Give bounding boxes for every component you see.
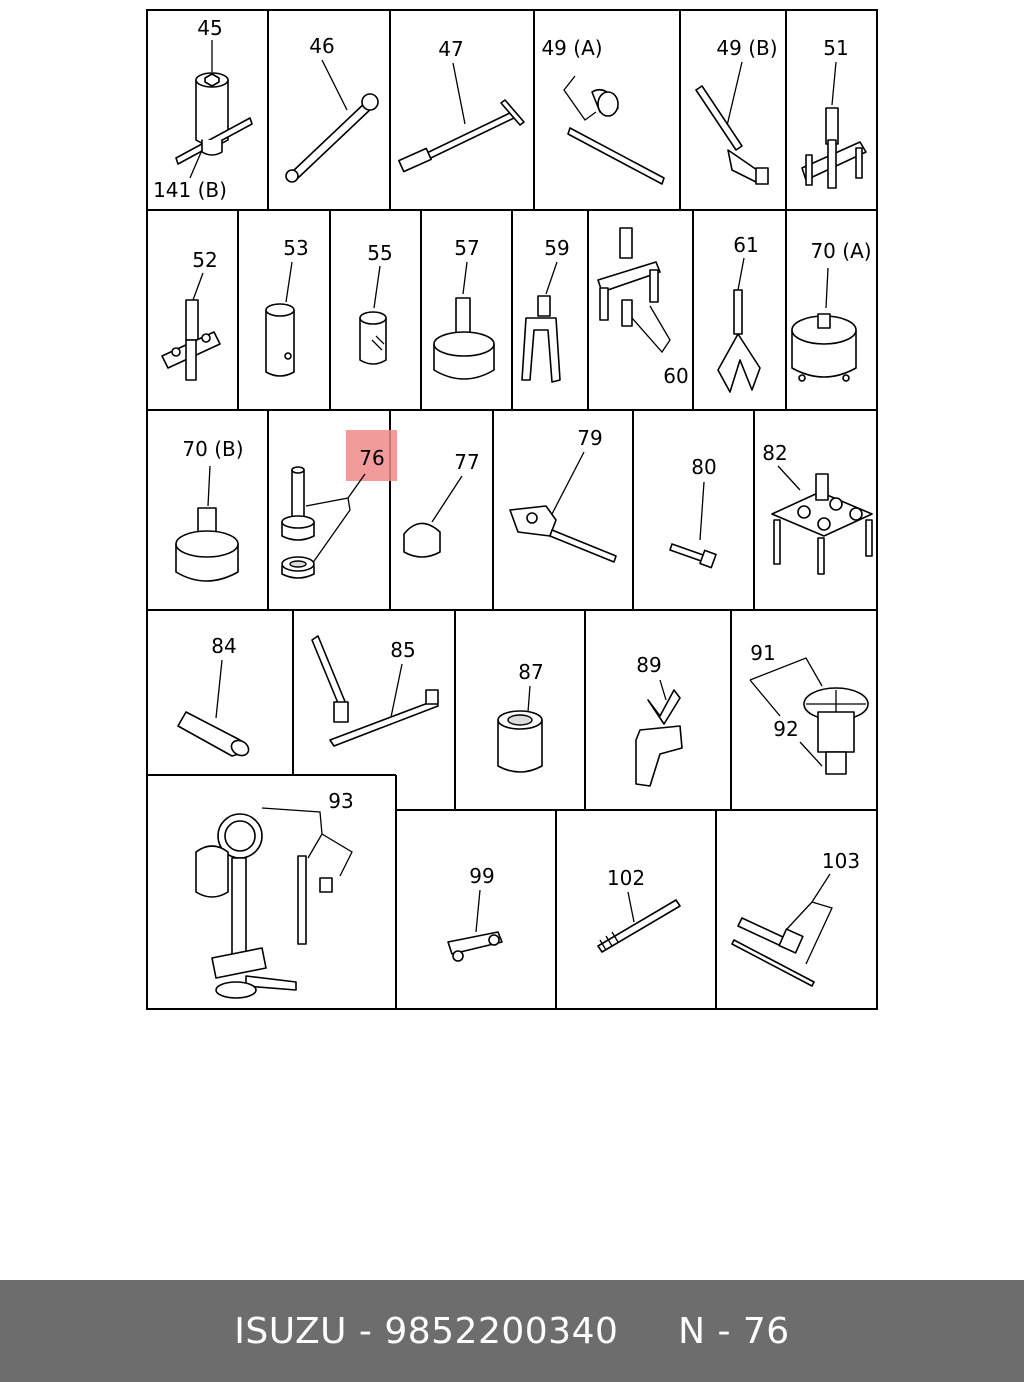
tool-85-lever xyxy=(312,636,438,746)
label-77: 77 xyxy=(454,450,480,474)
label-59: 59 xyxy=(544,236,570,260)
label-60: 60 xyxy=(663,364,689,388)
label-93: 93 xyxy=(328,789,354,813)
tool-84-rod xyxy=(178,660,251,759)
tool-79-clamp xyxy=(510,452,616,562)
tool-87-bush xyxy=(498,686,542,772)
label-89: 89 xyxy=(636,653,662,677)
tool-46-wrench xyxy=(286,60,378,182)
tool-53-sleeve xyxy=(266,262,294,376)
label-79: 79 xyxy=(577,426,603,450)
tool-103-box-wrench xyxy=(732,874,832,986)
label-70b: 70 (B) xyxy=(182,437,244,461)
tool-47-t-wrench xyxy=(399,63,524,172)
label-57: 57 xyxy=(454,236,480,260)
label-85: 85 xyxy=(390,638,416,662)
label-61: 61 xyxy=(733,233,759,257)
label-51: 51 xyxy=(823,36,849,60)
label-76: 76 xyxy=(359,446,385,470)
tool-76-installer xyxy=(282,467,365,578)
tool-91-92-wheel xyxy=(750,658,868,774)
tool-45-socket xyxy=(176,40,252,178)
tool-77-plug xyxy=(404,476,462,557)
tool-57-installer xyxy=(434,262,494,379)
tool-82-press xyxy=(772,466,872,574)
label-45: 45 xyxy=(197,16,223,40)
part-info-banner xyxy=(0,1280,1024,1382)
label-82: 82 xyxy=(762,441,788,465)
label-87: 87 xyxy=(518,660,544,684)
label-99: 99 xyxy=(469,864,495,888)
label-70a: 70 (A) xyxy=(810,239,872,263)
label-55: 55 xyxy=(367,241,393,265)
label-47: 47 xyxy=(438,37,464,61)
tool-102-drift xyxy=(598,892,680,952)
label-46: 46 xyxy=(309,34,335,58)
label-102: 102 xyxy=(606,866,646,890)
label-53: 53 xyxy=(283,236,309,260)
tool-51-puller xyxy=(802,62,866,188)
label-91: 91 xyxy=(750,641,776,665)
label-49b: 49 (B) xyxy=(716,36,778,60)
tool-70b-installer xyxy=(176,466,238,581)
label-141b: 141 (B) xyxy=(153,178,227,202)
tool-80-bolt xyxy=(670,482,716,568)
tool-55-socket xyxy=(360,266,386,364)
tool-52-puller xyxy=(162,273,220,380)
tool-99-stand xyxy=(448,890,502,961)
tool-93-gauge xyxy=(196,808,352,998)
tool-70a-drum xyxy=(792,268,856,381)
tool-49a-adapter xyxy=(564,76,664,184)
tool-60-puller xyxy=(598,228,670,352)
label-103: 103 xyxy=(821,849,861,873)
tool-89-bracket xyxy=(636,680,682,786)
label-49a: 49 (A) xyxy=(541,36,603,60)
label-80: 80 xyxy=(691,455,717,479)
label-92: 92 xyxy=(773,717,799,741)
part-info-text: ISUZU - 9852200340 N - 76 xyxy=(234,1310,790,1352)
tool-59-puller xyxy=(522,262,560,382)
label-52: 52 xyxy=(192,248,218,272)
label-84: 84 xyxy=(211,634,237,658)
tool-49b-lever xyxy=(696,62,768,184)
tool-61-wedge xyxy=(718,258,760,392)
